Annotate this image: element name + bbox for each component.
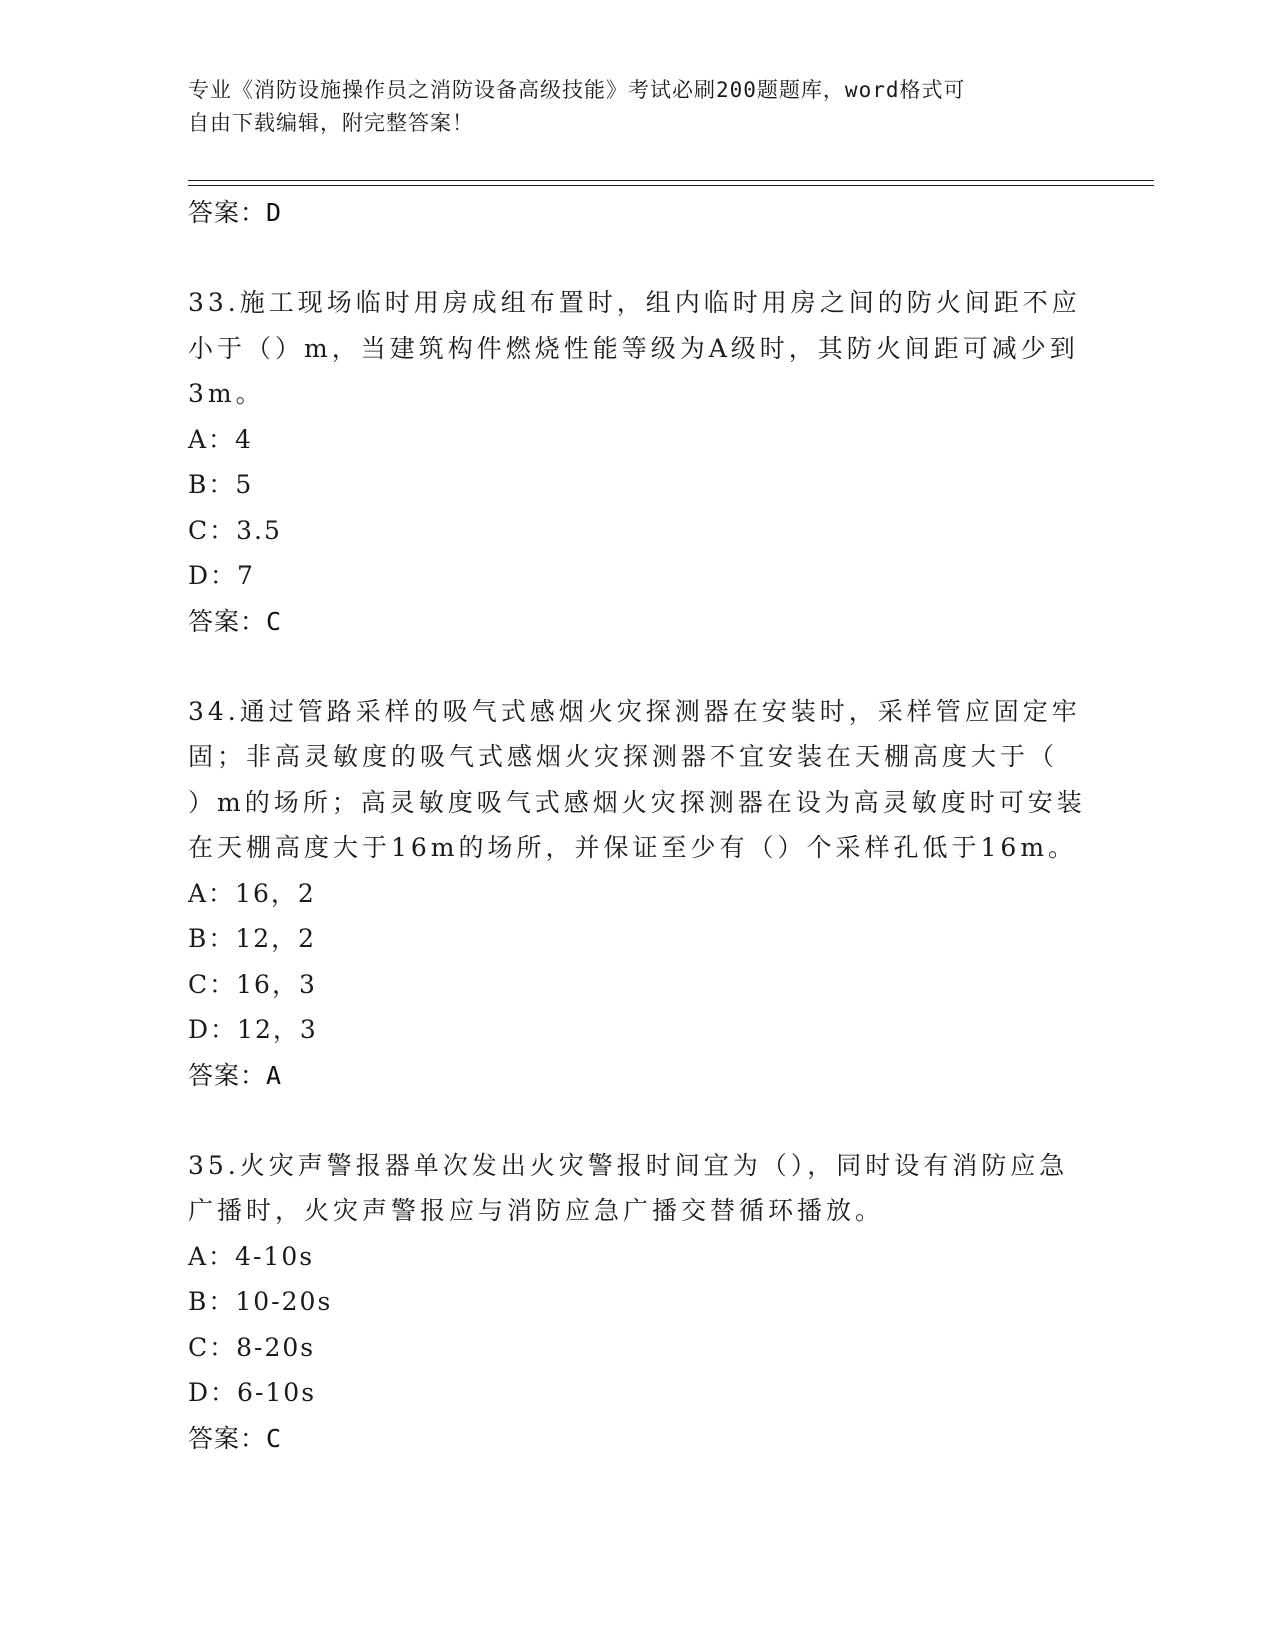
previous-answer: 答案：D xyxy=(188,198,283,227)
option-a: A：4-10s xyxy=(188,1241,315,1271)
header-line-1: 专业《消防设施操作员之消防设备高级技能》考试必刷200题题库，word格式可 xyxy=(188,78,966,102)
option-b: B：5 xyxy=(188,470,254,499)
option-b: B：12，2 xyxy=(188,924,317,953)
question-text xyxy=(188,689,1088,871)
option-b: B：10-20s xyxy=(188,1287,333,1316)
question-33 xyxy=(188,280,1088,645)
question-text-line: 广播时，火灾声警报应与消防应急广播交替循环播放。 xyxy=(188,1196,885,1225)
option-d: D：7 xyxy=(188,561,255,590)
option-d: D：6-10s xyxy=(188,1378,317,1407)
question-text-line: 在天棚高度大于16m的场所，并保证至少有（）个采样孔低于16m。 xyxy=(188,833,1078,862)
page-header xyxy=(188,74,1068,140)
question-text-line: 35.火灾声警报器单次发出火灾警报时间宜为（），同时设有消防应急 xyxy=(188,1150,1069,1180)
question-text xyxy=(188,280,1088,417)
option-c: C：3.5 xyxy=(188,515,282,545)
question-text-line: ）m的场所；高灵敏度吸气式感烟火灾探测器在设为高灵敏度时可安装 xyxy=(188,787,1086,817)
question-35 xyxy=(188,1143,1088,1462)
question-list xyxy=(188,190,1088,1462)
header-rule-bottom xyxy=(188,185,1154,186)
header-rule-top xyxy=(188,180,1154,181)
answer: 答案：C xyxy=(188,606,283,636)
question-34 xyxy=(188,689,1088,1099)
option-c: C：8-20s xyxy=(188,1332,316,1362)
question-text-line: 3m。 xyxy=(188,379,265,408)
option-d: D：12，3 xyxy=(188,1015,318,1044)
option-a: A：4 xyxy=(188,424,253,454)
answer: 答案：C xyxy=(188,1423,283,1453)
answer: 答案：A xyxy=(188,1060,283,1090)
question-text-line: 34.通过管路采样的吸气式感烟火灾探测器在安装时，采样管应固定牢 xyxy=(188,696,1081,726)
header-line-2: 自由下载编辑，附完整答案！ xyxy=(188,111,474,135)
question-text xyxy=(188,1143,1088,1234)
question-text-line: 33.施工现场临时用房成组布置时，组内临时用房之间的防火间距不应 xyxy=(188,288,1081,317)
option-c: C：16，3 xyxy=(188,969,317,999)
option-a: A：16，2 xyxy=(188,878,316,908)
question-text-line: 小于（）m，当建筑构件燃烧性能等级为A级时，其防火间距可减少到 xyxy=(188,333,1079,363)
question-text-line: 固；非高灵敏度的吸气式感烟火灾探测器不宜安装在天棚高度大于（ xyxy=(188,742,1059,771)
